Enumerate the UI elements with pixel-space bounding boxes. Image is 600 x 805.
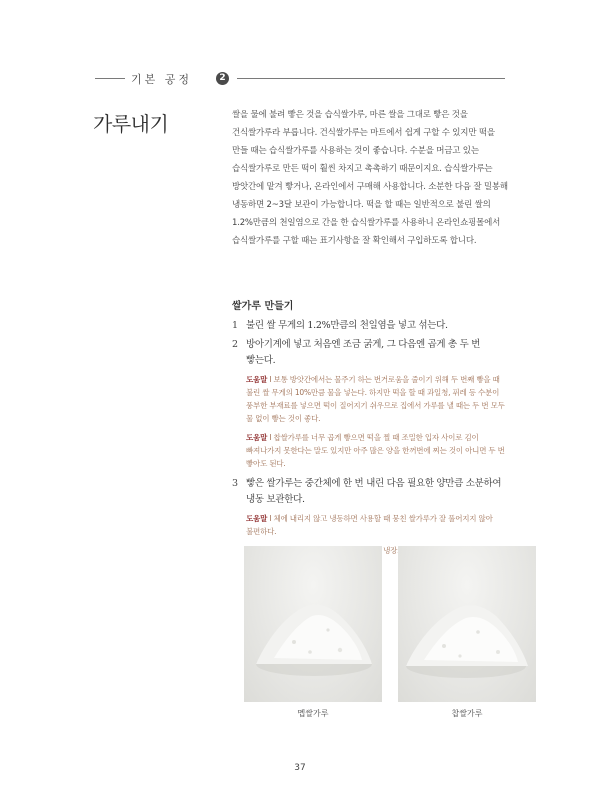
tip-text: I 보통 방앗간에서는 물주기 하는 번거로움을 줄이기 위해 두 번째 빻을 때 불린 쌀 무게의 10%만큼 물을 넣는다. 하지만 떡을 할 때 과일청, 퓌레 등 수분이 풍부한 부재료를 넣으면 떡이 질어지기 쉬우므로 집에서 가루를 낼 때는 두 번 모두 물 없이 빻는 것이 좋다.: [246, 375, 505, 423]
photo-caption: 멥쌀가루: [297, 709, 329, 718]
chapter-number-badge: 2: [216, 72, 229, 85]
photo-nonglutinous-rice-flour: [244, 546, 382, 702]
tip-text: I 체에 내리지 않고 냉동하면 사용할 때 뭉친 쌀가루가 잘 풀어지지 않아 불편하다.: [246, 514, 493, 536]
step-number: 3: [232, 478, 239, 489]
photo-caption: 찹쌀가루: [451, 709, 483, 718]
tip-label: 도움말: [246, 433, 268, 442]
tip-text: I 찹쌀가루를 너무 곱게 빻으면 떡을 찔 때 조밀한 입자 사이로 김이 빠져나가지 못한다는 말도 있지만 아주 많은 양을 한꺼번에 찌는 것이 아니면 두 번 빻아도 된다.: [246, 433, 505, 468]
intro-paragraph: 쌀을 물에 불려 빻은 것을 습식쌀가루, 마른 쌀을 그대로 빻은 것을 건식쌀가루라 부릅니다. 건식쌀가루는 마트에서 쉽게 구할 수 있지만 떡을 만들 때는 습식쌀가루를 사용하는 것이 좋습니다. 수분을 머금고 있는 습식쌀가루로 만든 떡이 훨씬 차지고 촉촉하기 때문이지요. 습식쌀가루는 방앗간에 맡겨 빻거나, 온라인에서 구매해 사용합니다. 소분한 다음 잘 밀봉해 냉동하면 2~3달 보관이 가능합니다. 떡을 할 때는 일반적으로 불린 쌀의 1.2%만큼의 천일염으로 간을 한 습식쌀가루를 사용하니 온라인쇼핑몰에서 습식쌀가루를 구할 때는 표기사항을 잘 확인해서 구입하도록 합니다.: [232, 110, 508, 246]
step-number: 1: [232, 320, 239, 331]
step-2: [232, 337, 512, 470]
step-1: [232, 318, 512, 334]
header-rule-left: [95, 78, 125, 79]
section-title: 쌀가루 만들기: [232, 301, 294, 312]
page-title: 가루내기: [93, 112, 169, 136]
header-rule-right: [237, 78, 505, 79]
step-text: 빻은 쌀가루는 중간체에 한 번 내린 다음 필요한 양만큼 소분하여 냉동 보관한다.: [246, 478, 502, 505]
step-text: 불린 쌀 무게의 1.2%만큼의 천일염을 넣고 섞는다.: [246, 320, 448, 331]
tip-label: 도움말: [246, 514, 268, 523]
step-text: 방아기계에 넣고 처음엔 조금 굵게, 그 다음엔 곱게 총 두 번 빻는다.: [246, 339, 481, 366]
flour-pile-image: [398, 546, 536, 702]
tip-note: [246, 431, 512, 470]
chapter-label: 기본 공정: [131, 73, 193, 86]
page-number: 37: [294, 763, 306, 773]
step-3: [232, 476, 512, 557]
chapter-header: [95, 69, 505, 89]
photo-glutinous-rice-flour: [398, 546, 536, 702]
tip-note: [246, 512, 512, 538]
steps-list: [232, 318, 512, 563]
tip-label: 도움말: [246, 375, 268, 384]
step-number: 2: [232, 339, 239, 350]
flour-pile-image: [244, 546, 382, 702]
tip-note: [246, 373, 512, 425]
